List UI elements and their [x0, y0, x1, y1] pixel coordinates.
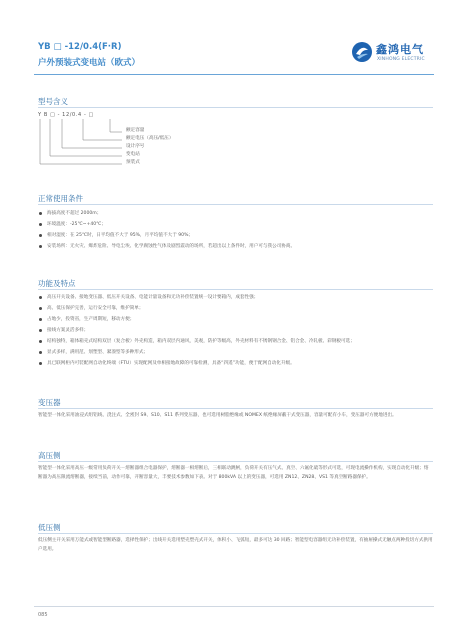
high-voltage-section-divider [38, 461, 433, 462]
transformer-section-divider [38, 408, 433, 409]
model-section-title: 型号含义 [38, 97, 68, 106]
list-item: 高压开关设备、接地变压器、低压开关设备、电能计量设备和无功补偿装置统一设计要箱内，成套性强； [38, 292, 433, 303]
company-logo-icon [351, 41, 373, 63]
high-voltage-section-title: 高压侧 [38, 451, 61, 460]
features-list [38, 292, 433, 369]
conditions-list [38, 208, 433, 252]
bullet-icon [39, 223, 42, 226]
model-code: Y B □ - 12/0.4 - □ [38, 112, 94, 118]
list-item: 相对湿度：在 25℃时，日平均值不大于 95%，月平均值不大于 90%； [38, 230, 433, 241]
transformer-description: 智能型一体化采用油浸式组铝线、浇注式、全密封 S9、S10、S11 系列变压器，也可选用树脂绝缘或 NOMEX 纸绝缘屏蔽干式变压器，容量可配有小车，变压器可方便地进出。 [38, 413, 397, 418]
list-item: 结构独特，箱体箱壳式结构双层（复合板）外壳构造，箱内双层内通风，美观，防护等级高，外壳材料有不锈钢钢合金、铝合金、冷轧板、彩钢板可选； [38, 336, 433, 347]
features-section-divider [38, 289, 433, 290]
low-voltage-description: 低压侧主开关采用万能式或智能型断路器，选择性保护；出线开关选用塑壳塑壳式开关，体积小、飞弧短，最多可达 30 回路；智能型电容器组无功补偿装置，有抽屉操式无触点两种投切方式供用户选用。 [38, 538, 433, 552]
list-item: 占地少，投资省，生产周期短，移动方便； [38, 314, 433, 325]
bullet-icon [39, 351, 42, 354]
model-label-design-no: 设计序号 [126, 144, 145, 149]
list-item: 具已联网柜内可装配网自动化终端（FTU）实现配网及单相接地故障的可靠检测，具备“四遥”功能，便于配网自动化升级。 [38, 358, 433, 369]
bullet-icon [39, 340, 42, 343]
low-voltage-section-divider [38, 533, 433, 534]
company-name-en: XINHONG ELECTRIC [377, 57, 425, 62]
bullet-icon [39, 245, 42, 248]
bullet-icon [39, 307, 42, 310]
conditions-section-title: 正常使用条件 [38, 194, 83, 203]
model-section-divider [38, 107, 433, 108]
bullet-icon [39, 212, 42, 215]
bullet-icon [39, 234, 42, 237]
list-item: 高、低压保护完善，运行安全可靠，维护简单； [38, 303, 433, 314]
list-item: 海拔高度不超过 2000m； [38, 208, 433, 219]
company-name-cn: 鑫鸿电气 [376, 43, 424, 56]
model-label-prefab: 预装式 [126, 160, 140, 165]
model-label-voltage: 额定电压（高压/低压） [126, 136, 174, 141]
model-label-capacity: 额定容量 [126, 128, 145, 133]
list-item: 环境温度：-25℃~+40℃； [38, 219, 433, 230]
low-voltage-section-title: 低压侧 [38, 523, 61, 532]
header-divider [34, 74, 434, 75]
list-item: 安装场所：无火灾、爆炸危险、导电尘埃、化学腐蚀性气体及剧烈震动的场所，若超出以上条件时，用户可与我公司协商。 [38, 241, 433, 252]
page-number: 085 [38, 612, 48, 618]
bullet-icon [39, 296, 42, 299]
product-code-title: YB □ -12/0.4(F·R) [38, 42, 122, 52]
high-voltage-description: 智能型一体化采用高压一级常用负荷开关－熔断器组合电器保护，熔断器一相熔断后，三相联动跳闸，负荷开关有压气式、真空、六氟化硫等形式可选，可现电流操作机构，实现自动化升级；熔断器为高压限流熔断器，接续当前，动作可靠，开断容量大，丰要技术参数如下表。对于 800kVA 以上的变压器，可选用 ZN12、ZN28、VS1 等真空断路器保护。 [38, 466, 429, 480]
bullet-icon [39, 318, 42, 321]
list-item: 显式多样，满用范、划塑型、紧凑型等多种形式； [38, 347, 433, 358]
features-section-title: 功能及特点 [38, 279, 76, 288]
transformer-section-title: 变压器 [38, 398, 61, 407]
bullet-icon [39, 362, 42, 365]
conditions-section-divider [38, 204, 433, 205]
product-name-title: 户外预装式变电站（欧式） [38, 58, 141, 68]
model-label-substation: 变电站 [126, 152, 140, 157]
footer-divider [34, 606, 434, 607]
bullet-icon [39, 329, 42, 332]
list-item: 接线方案灵活多样； [38, 325, 433, 336]
